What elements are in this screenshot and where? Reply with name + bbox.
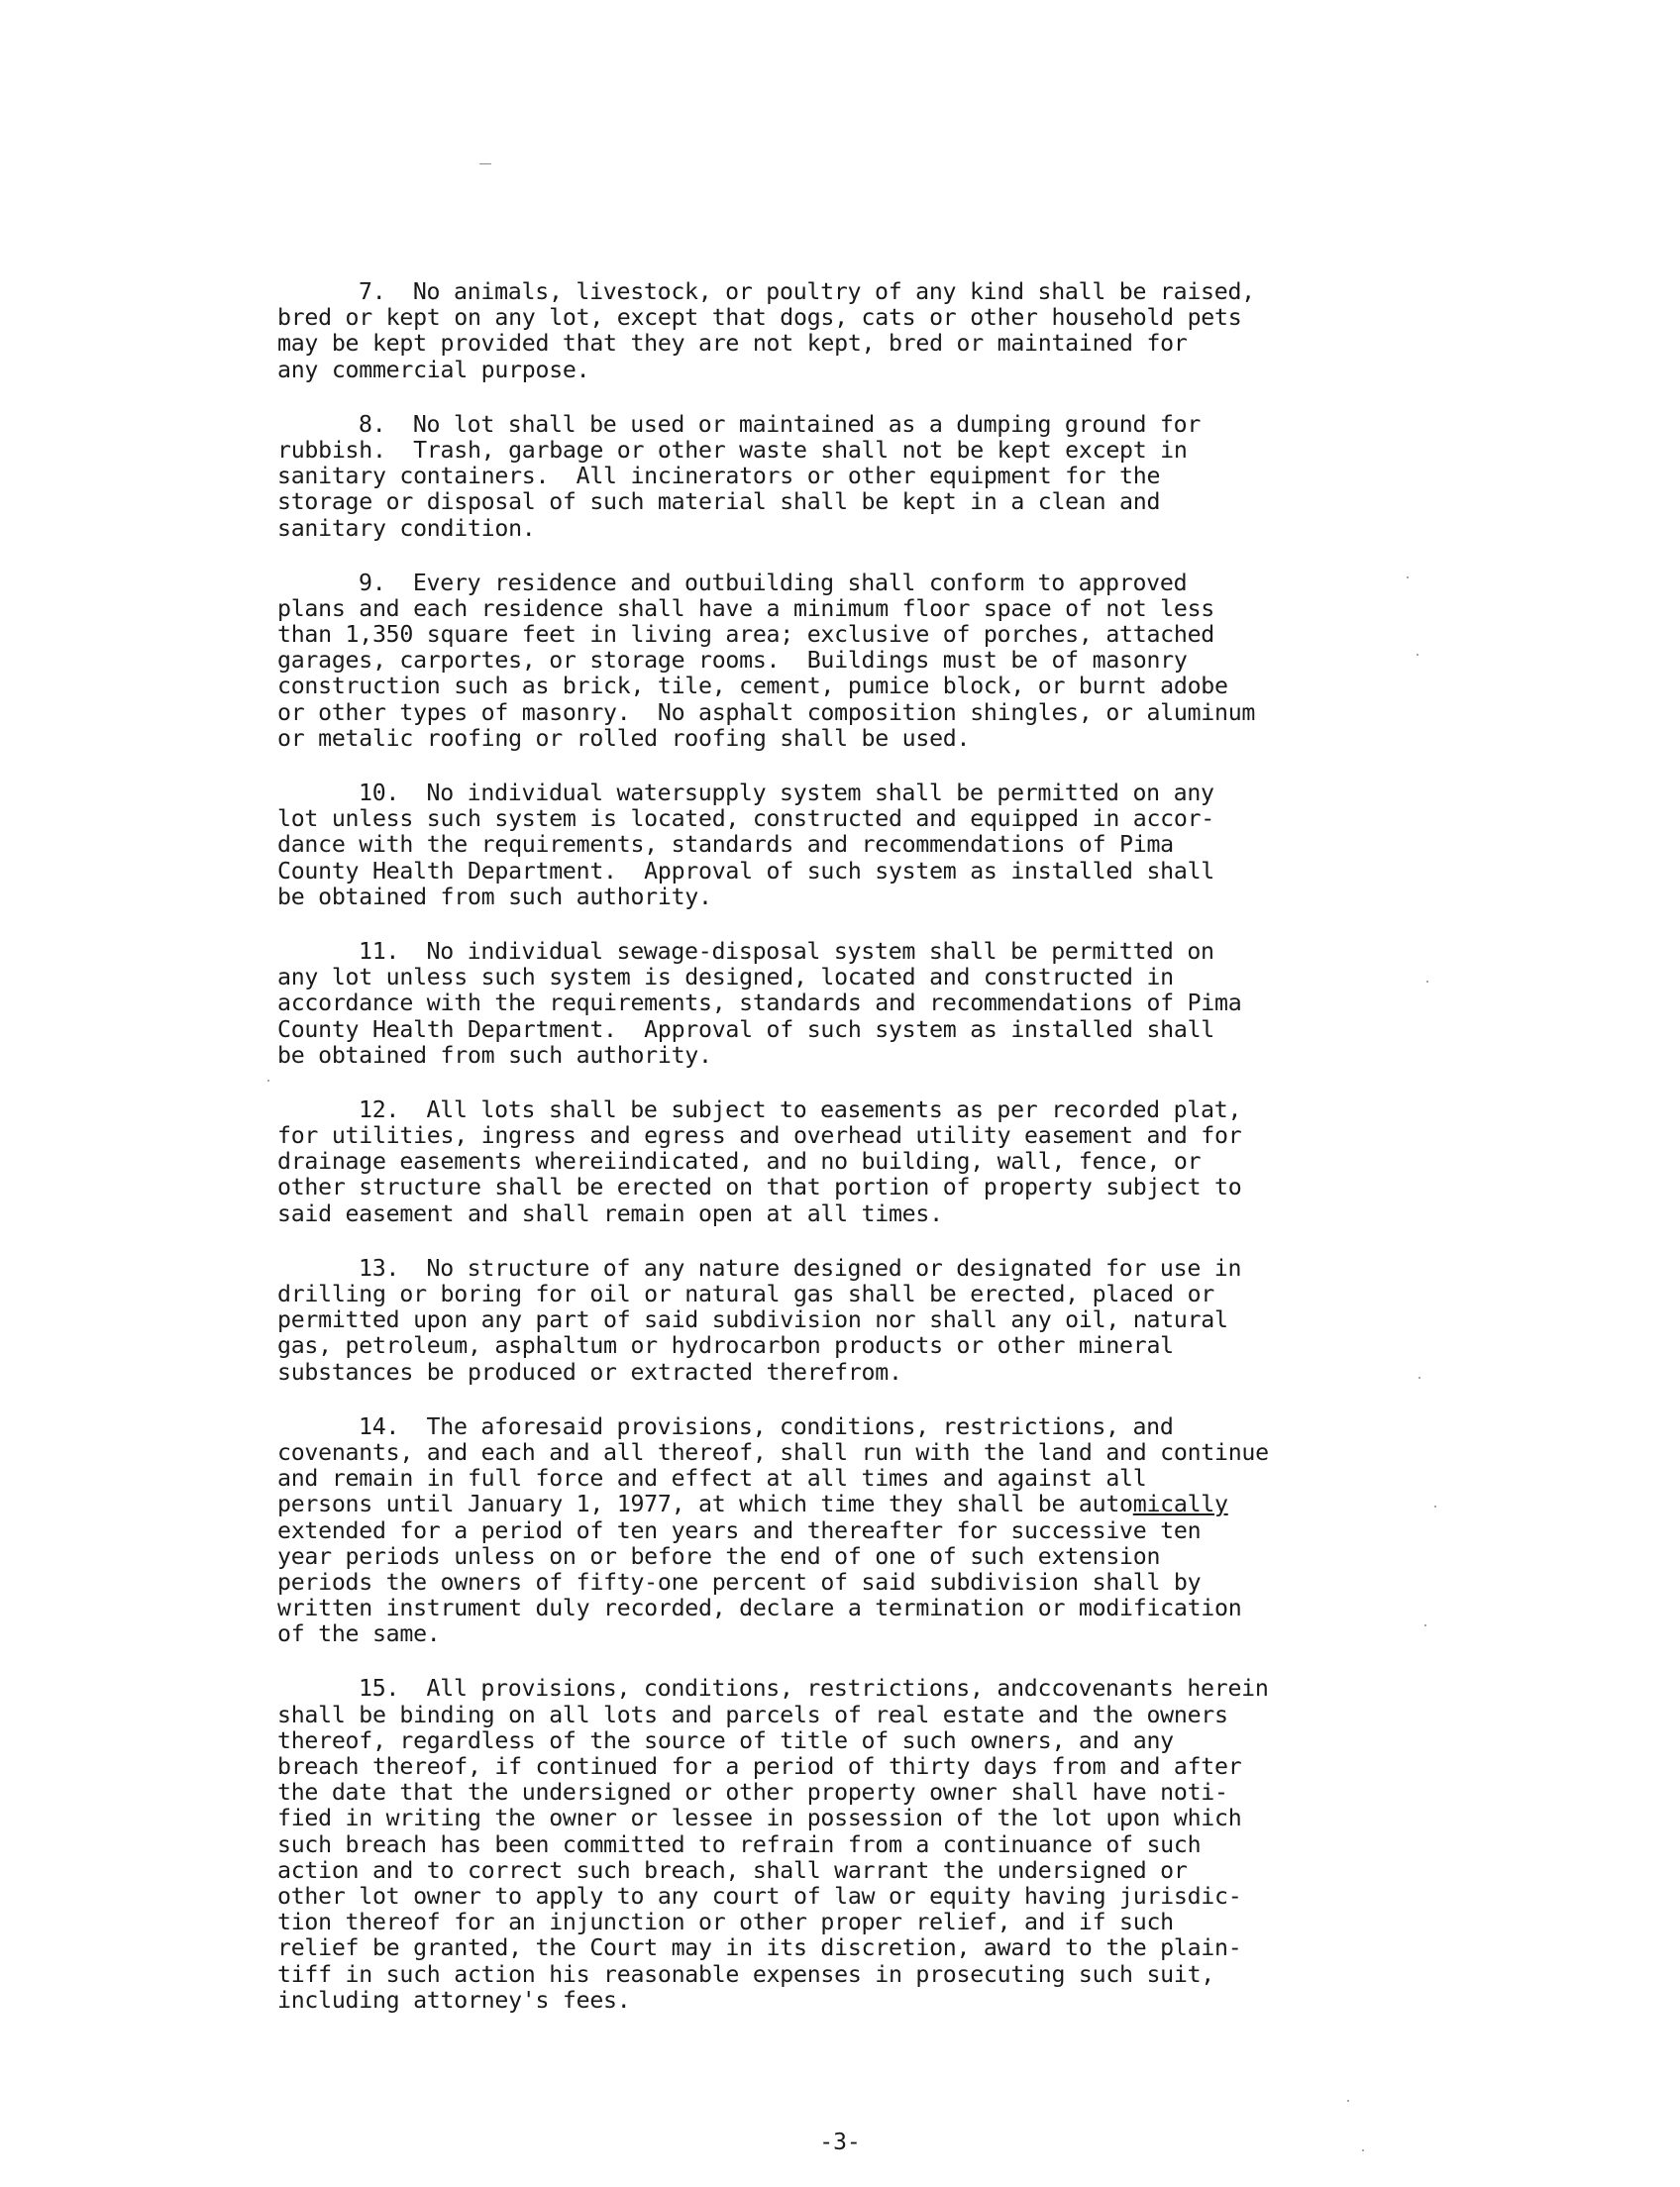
paragraph-line: substances be produced or extracted therefrom. [277, 1358, 902, 1386]
paragraph-11 [277, 939, 1407, 1069]
paragraph-line: extended for a period of ten years and thereafter for successive ten [277, 1516, 1202, 1544]
paragraph-line: and remain in full force and effect at all times and against all [277, 1465, 1147, 1493]
paragraph-line: any commercial purpose. [277, 356, 590, 383]
paragraph-line: other structure shall be erected on that portion of property subject to [277, 1174, 1242, 1201]
paragraph-line: lot unless such system is located, constructed and equipped in accor- [277, 805, 1214, 833]
paragraph-line: tiff in such action his reasonable expenses in prosecuting such suit, [277, 1960, 1214, 1988]
paragraph-line: periods the owners of fifty-one percent of said subdivision shall by [277, 1568, 1202, 1596]
paragraph-line: fied in writing the owner or lessee in possession of the lot upon which [277, 1805, 1242, 1832]
paragraph-line: garages, carportes, or storage rooms. Buildings must be of masonry [277, 647, 1188, 675]
paragraph-line: bred or kept on any lot, except that dogs, cats or other household pets [277, 304, 1242, 332]
paragraph-line: the date that the undersigned or other property owner shall have noti- [277, 1779, 1228, 1807]
paragraph-line: relief be granted, the Court may in its discretion, award to the plain- [277, 1934, 1242, 1962]
paragraph-line: such breach has been committed to refrain from a continuance of such [277, 1830, 1202, 1858]
paragraph-line: written instrument duly recorded, declare a termination or modification [277, 1595, 1242, 1622]
paragraph-line: construction such as brick, tile, cement, pumice block, or burnt adobe [277, 673, 1228, 700]
scan-speck [479, 163, 491, 164]
paragraph-line: 15. All provisions, conditions, restrictions, andccovenants herein [359, 1675, 1269, 1703]
paragraph-line: County Health Department. Approval of such system as installed shall [277, 857, 1214, 885]
paragraph-line: drilling or boring for oil or natural gas shall be erected, placed or [277, 1281, 1214, 1307]
paragraph-line: 11. No individual sewage-disposal system shall be permitted on [359, 937, 1214, 965]
paragraph-line: 12. All lots shall be subject to easements as per recorded plat, [359, 1095, 1242, 1123]
paragraph-line: sanitary containers. All incinerators or other equipment for the [277, 463, 1161, 490]
scan-speck [267, 1080, 269, 1082]
paragraph-8 [277, 412, 1407, 542]
paragraph-line: covenants, and each and all thereof, shall run with the land and continue [277, 1438, 1269, 1466]
paragraph-15 [277, 1676, 1407, 2013]
paragraph-line: 10. No individual watersupply system shall be permitted on any [359, 780, 1214, 806]
paragraph-line: any lot unless such system is designed, located and constructed in [277, 964, 1174, 991]
scan-speck [1407, 576, 1409, 578]
scan-speck [1347, 2100, 1349, 2102]
paragraph-13 [277, 1256, 1407, 1386]
paragraph-line: other lot owner to apply to any court of law or equity having jurisdic- [277, 1882, 1242, 1910]
paragraph-line: than 1,350 square feet in living area; exclusive of porches, attached [277, 621, 1214, 649]
paragraph-line: action and to correct such breach, shall warrant the undersigned or [277, 1856, 1188, 1884]
page-number: -3- [819, 2130, 861, 2155]
paragraph-7 [277, 279, 1407, 383]
paragraph-9 [277, 571, 1407, 752]
paragraph-line: tion thereof for an injunction or other proper relief, and if such [277, 1909, 1174, 1936]
covenants-text [277, 279, 1407, 2042]
paragraph-line: permitted upon any part of said subdivision nor shall any oil, natural [277, 1306, 1228, 1334]
paragraph-line: or metalic roofing or rolled roofing shall be used. [277, 724, 971, 752]
paragraph-line: year periods unless on or before the end of one of such extension [277, 1542, 1161, 1570]
scan-speck [1434, 1506, 1436, 1508]
paragraph-line: rubbish. Trash, garbage or other waste shall not be kept except in [277, 436, 1188, 464]
paragraph-line: of the same. [277, 1620, 441, 1648]
paragraph-line: or other types of masonry. No asphalt composition shingles, or aluminum [277, 698, 1256, 726]
paragraph-12 [277, 1097, 1407, 1227]
paragraph-line: 8. No lot shall be used or maintained as a dumping ground for [359, 410, 1202, 438]
paragraph-line: including attorney's fees. [277, 1986, 631, 2014]
scan-speck [1417, 654, 1418, 656]
paragraph-line: accordance with the requirements, standards and recommendations of Pima [277, 989, 1242, 1017]
scan-speck [1426, 981, 1428, 983]
paragraph-line: sanitary condition. [277, 514, 536, 542]
paragraph-10 [277, 781, 1407, 910]
paragraph-line: storage or disposal of such material shall be kept in a clean and [277, 488, 1161, 516]
paragraph-line: said easement and shall remain open at all times. [277, 1199, 943, 1227]
scan-speck [1424, 1624, 1426, 1626]
paragraph-line: 13. No structure of any nature designed or designated for use in [359, 1254, 1242, 1282]
paragraph-line: dance with the requirements, standards and recommendations of Pima [277, 831, 1174, 859]
paragraph-line: plans and each residence shall have a minimum floor space of not less [277, 594, 1214, 622]
scan-speck [1418, 1377, 1420, 1379]
paragraph-line: drainage easements whereiindicated, and no building, wall, fence, or [277, 1148, 1202, 1176]
paragraph-line: 9. Every residence and outbuilding shall conform to approved [359, 569, 1188, 596]
paragraph-line: persons until January 1, 1977, at which time they shall be automically [277, 1491, 1228, 1518]
paragraph-line: 14. The aforesaid provisions, conditions, restrictions, and [359, 1412, 1174, 1440]
paragraph-14 [277, 1414, 1407, 1648]
paragraph-line: County Health Department. Approval of such system as installed shall [277, 1015, 1214, 1043]
paragraph-line: for utilities, ingress and egress and overhead utility easement and for [277, 1122, 1242, 1150]
paragraph-line: shall be binding on all lots and parcels of real estate and the owners [277, 1701, 1228, 1728]
paragraph-line: be obtained from such authority. [277, 883, 712, 910]
underlined-word: mically [1132, 1491, 1228, 1518]
paragraph-line: breach thereof, if continued for a period of thirty days from and after [277, 1753, 1242, 1780]
scan-speck [1362, 2149, 1364, 2151]
paragraph-line: may be kept provided that they are not kept, bred or maintained for [277, 330, 1188, 358]
paragraph-line: thereof, regardless of the source of title of such owners, and any [277, 1726, 1174, 1754]
paragraph-line: be obtained from such authority. [277, 1041, 712, 1069]
paragraph-line: 7. No animals, livestock, or poultry of any kind shall be raised, [359, 278, 1255, 305]
paragraph-line: gas, petroleum, asphaltum or hydrocarbon products or other mineral [277, 1332, 1174, 1360]
